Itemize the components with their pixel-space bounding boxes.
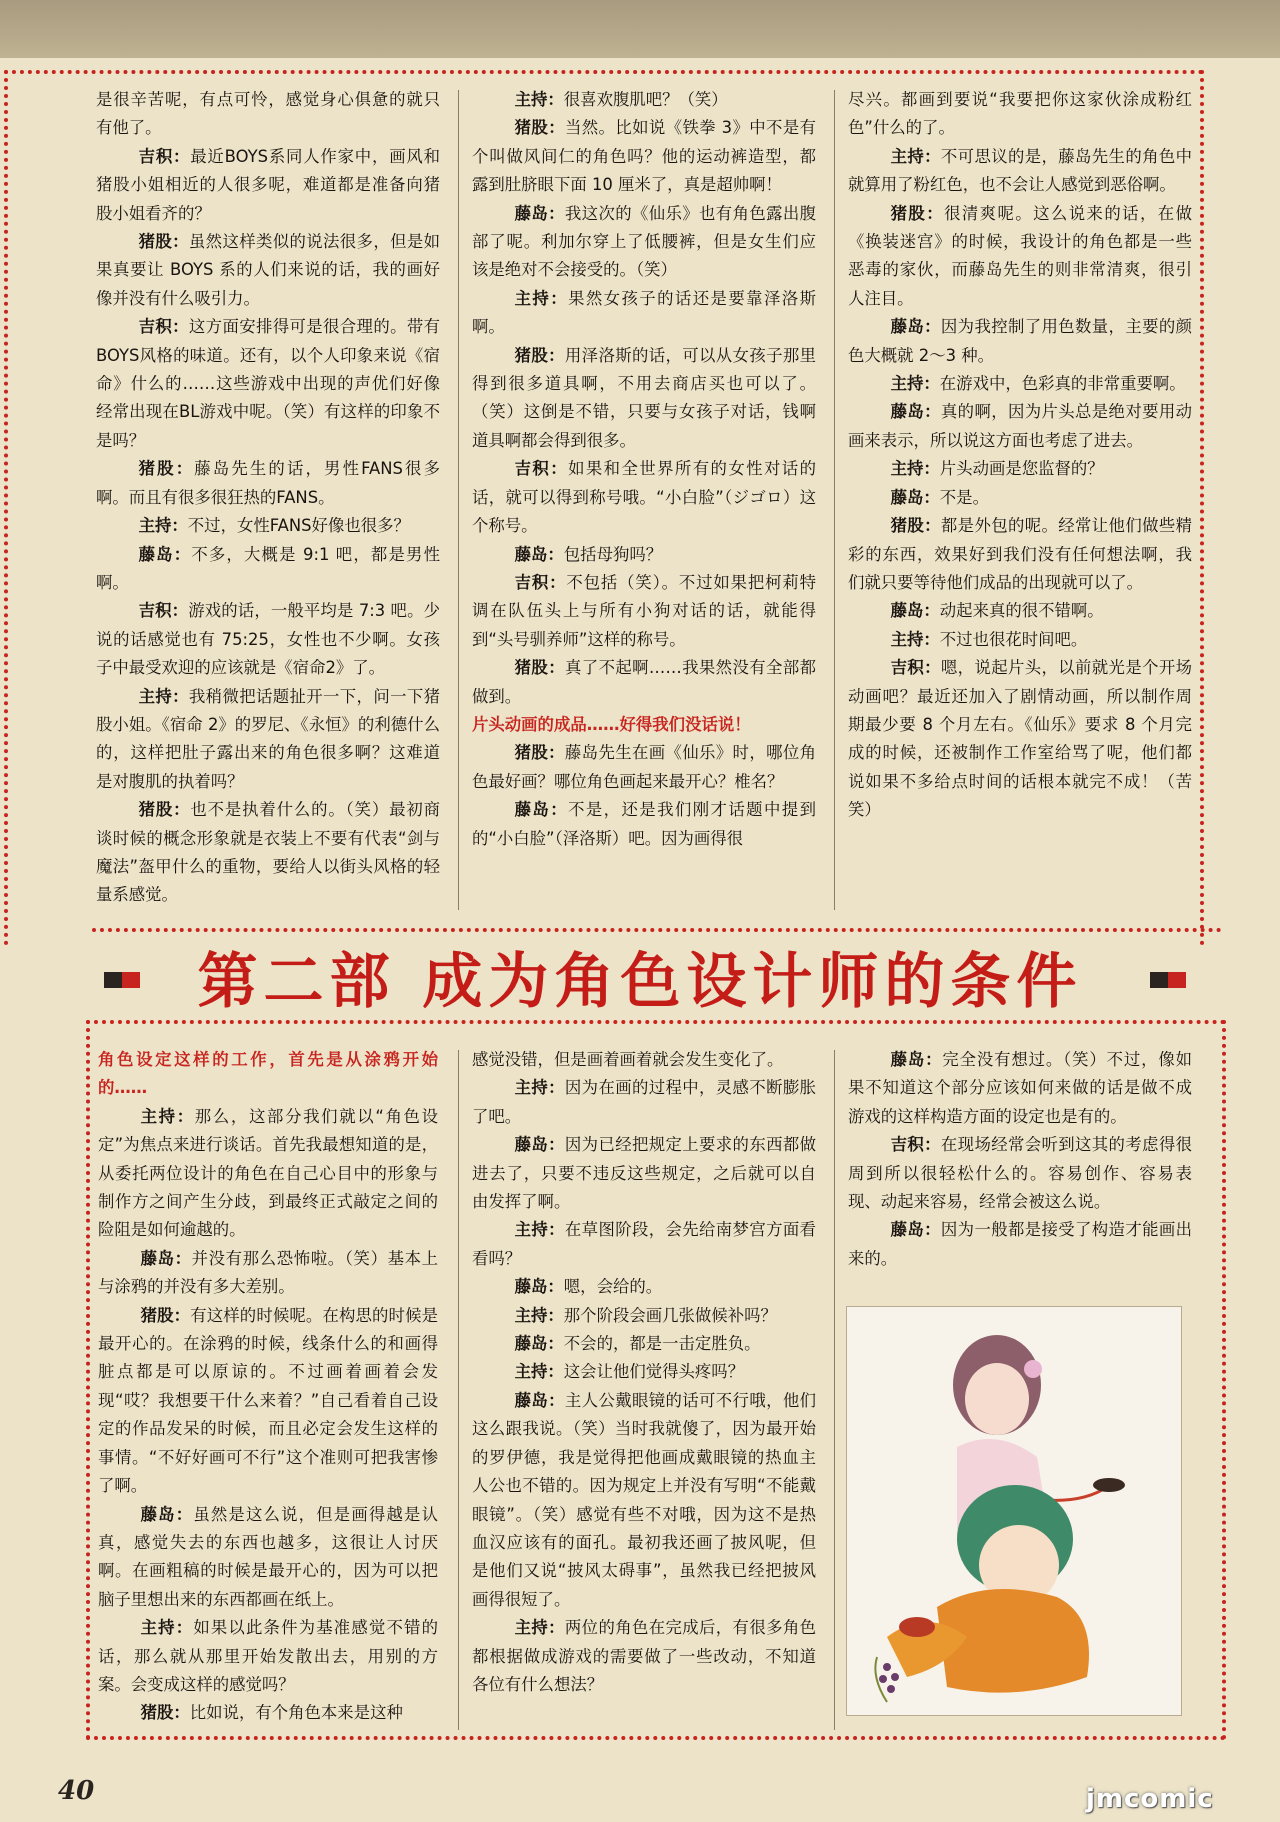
speaker-label: 主持： xyxy=(514,1362,564,1382)
dialogue-text: 果然女孩子的话还是要靠泽洛斯啊。 xyxy=(472,288,816,337)
dialogue-paragraph xyxy=(472,1358,816,1386)
speaker-label: 藤岛： xyxy=(140,1248,192,1268)
dialogue-paragraph xyxy=(98,1699,438,1727)
speaker-label: 主持： xyxy=(514,1618,565,1638)
speaker-label: 吉积： xyxy=(138,317,189,337)
dialogue-text: 这方面安排得可是很合理的。带有BOYS风格的味道。还有，以个人印象来说《宿命》什么的……这些游戏中出现的声优们好像经常出现在BL游戏中呢。（笑）有这样的印象不是吗？ xyxy=(96,317,440,450)
dialogue-text: 有这样的时候呢。在构思的时候是最开心的。在涂鸦的时候，线条什么的和画得脏点都是可以原谅的。不过画着画着会发现“哎？我想要干什么来着？”自己看着自己设定的作品发呆的时候，而且必定会发生这样的事情。“不好好画可不行”这个准则可把我害惨了啊。 xyxy=(98,1305,438,1496)
bottom-column-3 xyxy=(848,1046,1192,1296)
dialogue-paragraph xyxy=(98,1501,438,1615)
dialogue-text: 虽然这样类似的说法很多，但是如果真要让 BOYS 系的人们来说的话，我的画好像并没有什么吸引力。 xyxy=(96,232,440,308)
top-column-3 xyxy=(848,86,1192,916)
speaker-label: 藤岛： xyxy=(514,1390,565,1410)
dialogue-text: 用泽洛斯的话，可以从女孩子那里得到很多道具啊，不用去商店买也可以了。（笑）这倒是不错，只要与女孩子对话，钱啊道具啊都会得到很多。 xyxy=(472,345,816,450)
illustration-art xyxy=(847,1307,1182,1716)
dialogue-paragraph xyxy=(472,541,816,569)
dialogue-paragraph xyxy=(848,512,1192,597)
speaker-label: 猪股： xyxy=(514,658,565,678)
speaker-label: 藤岛： xyxy=(890,402,941,422)
column-separator xyxy=(834,1050,835,1730)
dialogue-text: 我这次的《仙乐》也有角色露出腹部了呢。利加尔穿上了低腰裤，但是女生们应该是绝对不会接受的。（笑） xyxy=(472,203,816,280)
dialogue-paragraph xyxy=(848,1131,1192,1216)
dialogue-paragraph xyxy=(848,86,1192,143)
dialogue-paragraph xyxy=(472,1387,816,1614)
dialogue-paragraph xyxy=(848,626,1192,654)
dialogue-text: 在现场经常会听到这其的考虑得很周到所以很轻松什么的。容易创作、容易表现、动起来容易，经常会被这么说。 xyxy=(848,1135,1192,1212)
speaker-label: 主持： xyxy=(514,1220,565,1240)
dialogue-text: 都是外包的呢。经常让他们做些精彩的东西，效果好到我们没有任何想法啊，我们就只要等待他们成品的出现就可以了。 xyxy=(848,516,1192,592)
dialogue-paragraph xyxy=(98,1302,438,1501)
dialogue-paragraph xyxy=(472,1074,816,1131)
dialogue-paragraph xyxy=(472,739,816,796)
dialogue-text: 片头动画是您监督的？ xyxy=(939,459,1104,479)
dialogue-text: 比如说，有个角色本来是这种 xyxy=(189,1703,403,1723)
dialogue-text: 并没有那么恐怖啦。（笑）基本上与涂鸦的并没有多大差别。 xyxy=(98,1248,438,1297)
dialogue-paragraph xyxy=(472,86,816,114)
top-column-1 xyxy=(96,86,440,916)
dialogue-text: 尽兴。都画到要说“我要把你这家伙涂成粉红色”什么的了。 xyxy=(848,90,1192,138)
dialogue-text: 真的啊，因为片头总是绝对要用动画来表示，所以说这方面也考虑了进去。 xyxy=(848,402,1192,450)
dialogue-paragraph xyxy=(96,143,440,228)
dialogue-paragraph xyxy=(472,1330,816,1358)
page-top-band xyxy=(0,0,1280,58)
page-number: 40 xyxy=(58,1776,95,1806)
dialogue-paragraph xyxy=(96,796,440,910)
speaker-label: 主持： xyxy=(890,146,941,166)
dialogue-text: 在游戏中，色彩真的非常重要啊。 xyxy=(939,374,1186,394)
dialogue-text: 包括母狗吗？ xyxy=(563,544,663,564)
speaker-label: 藤岛： xyxy=(138,544,192,564)
dialogue-text: 在草图阶段，会先给南梦宫方面看看吗？ xyxy=(472,1220,816,1268)
speaker-label: 藤岛： xyxy=(890,317,941,337)
dialogue-text: 不是，还是我们刚才话题中提到的“小白脸”（泽洛斯）吧。因为画得很 xyxy=(472,800,816,848)
dialogue-paragraph xyxy=(848,484,1192,512)
dialogue-paragraph xyxy=(96,683,440,797)
dialogue-text: 完全没有想过。（笑）不过，像如果不知道这个部分应该如何来做的话是做不成游戏的这样构造方面的设定也是有的。 xyxy=(848,1050,1192,1126)
dialogue-paragraph xyxy=(848,398,1192,455)
subheading-text: 片头动画的成品……好得我们没话说！ xyxy=(472,714,751,734)
column-separator xyxy=(458,1050,459,1730)
speaker-label: 藤岛： xyxy=(514,544,564,564)
dialogue-paragraph xyxy=(472,1302,816,1330)
dialogue-paragraph xyxy=(472,455,816,540)
speaker-label: 藤岛： xyxy=(140,1504,194,1524)
dialogue-text: 因为我控制了用色数量，主要的颜色大概就 2～3 种。 xyxy=(848,317,1192,365)
dialogue-paragraph xyxy=(96,455,440,512)
speaker-label: 主持： xyxy=(138,686,189,706)
dialogue-paragraph xyxy=(848,654,1192,824)
dialogue-paragraph xyxy=(472,114,816,199)
speaker-label: 藤岛： xyxy=(514,203,565,223)
dialogue-text: 不过也很花时间吧。 xyxy=(939,629,1088,649)
subheading-text: 角色设定这样的工作，首先是从涂鸦开始的…… xyxy=(98,1050,438,1098)
speaker-label: 猪股： xyxy=(514,743,565,763)
dialogue-paragraph xyxy=(96,512,440,540)
speaker-label: 主持： xyxy=(514,288,569,308)
dialogue-text: 两位的角色在完成后，有很多角色都根据做成游戏的需要做了一些改动，不知道各位有什么想法？ xyxy=(472,1618,816,1694)
speaker-label: 主持： xyxy=(138,516,188,536)
dialogue-paragraph xyxy=(472,200,816,285)
speaker-label: 猪股： xyxy=(514,118,565,138)
dialogue-text: 不会的，都是一击定胜负。 xyxy=(563,1334,761,1354)
dialogue-text: 嗯，会给的。 xyxy=(563,1277,663,1297)
dialogue-paragraph xyxy=(96,86,440,143)
speaker-label: 主持： xyxy=(140,1618,194,1638)
dialogue-paragraph xyxy=(96,228,440,313)
section-title: 第二部 成为角色设计师的条件 xyxy=(197,947,1083,1017)
dialogue-paragraph xyxy=(96,597,440,682)
speaker-label: 猪股： xyxy=(514,345,565,365)
speaker-label: 主持： xyxy=(890,374,940,394)
dialogue-paragraph xyxy=(472,1046,816,1074)
speaker-label: 猪股： xyxy=(890,516,941,536)
speaker-label: 猪股： xyxy=(140,1703,190,1723)
speaker-label: 吉积： xyxy=(514,459,569,479)
dialogue-text: 因为在画的过程中，灵感不断膨胀了吧。 xyxy=(472,1078,816,1126)
dialogue-text: 当然。比如说《铁拳 3》中不是有个叫做风间仁的角色吗？他的运动裤造型，都露到肚脐眼下面 10 厘米了，真是超帅啊！ xyxy=(472,118,816,195)
bottom-column-2 xyxy=(472,1046,816,1736)
speaker-label: 猪股： xyxy=(138,459,195,479)
dialogue-paragraph xyxy=(848,455,1192,483)
dialogue-text: 很清爽呢。这么说来的话，在做《换装迷宫》的时候，我设计的角色都是一些恶毒的家伙，而藤岛先生的则非常清爽，很引人注目。 xyxy=(848,203,1192,308)
speaker-label: 主持： xyxy=(890,459,940,479)
dialogue-text: 真了不起啊……我果然没有全部都做到。 xyxy=(472,658,816,706)
speaker-label: 藤岛： xyxy=(514,1135,565,1155)
dialogue-paragraph xyxy=(472,1131,816,1216)
dialogue-paragraph xyxy=(472,569,816,654)
dialogue-text: 最近BOYS系同人作家中，画风和猪股小姐相近的人很多呢，难道都是准备向猪股小姐看齐的？ xyxy=(96,146,440,223)
dialogue-paragraph xyxy=(98,1103,438,1245)
dialogue-paragraph xyxy=(96,313,440,455)
speaker-label: 主持： xyxy=(890,629,940,649)
dialogue-text: 藤岛先生在画《仙乐》时，哪位角色最好画？哪位角色画起来最开心？椎名？ xyxy=(472,743,816,791)
speaker-label: 吉积： xyxy=(890,658,941,678)
dialogue-text: 那个阶段会画几张做候补吗？ xyxy=(563,1305,777,1325)
dialogue-paragraph xyxy=(472,342,816,456)
dialogue-paragraph xyxy=(472,796,816,853)
dialogue-text: 嗯，说起片头，以前就光是个开场动画吧？最近还加入了剧情动画，所以制作周期最少要 8 个月左右。《仙乐》要求 8 个月完成的时候，还被制作工作室给骂了呢，他们都说如果不多给点时间的话根本就完不成！（苦笑） xyxy=(848,658,1192,820)
dialogue-text: 不过，女性FANS好像也很多？ xyxy=(187,516,410,536)
speaker-label: 藤岛： xyxy=(514,1277,564,1297)
dialogue-text: 不是。 xyxy=(939,487,989,507)
title-marker-right xyxy=(1150,972,1186,988)
dialogue-paragraph xyxy=(472,285,816,342)
dialogue-text: 如果以此条件为基准感觉不错的话，那么就从那里开始发散出去，用别的方案。会变成这样的感觉吗？ xyxy=(98,1618,438,1694)
dialogue-text: 主人公戴眼镜的话可不行哦，他们这么跟我说。（笑）当时我就傻了，因为最开始的罗伊德，我是觉得把他画成戴眼镜的热血主人公也不错的。因为规定上并没有写明“不能戴眼镜”。（笑）感觉有些不对哦，因为这不是热血汉应该有的面孔。最初我还画了披风呢，但是他们又说“披风太碍事”，虽然我已经把披风画得很短了。 xyxy=(472,1390,816,1609)
speaker-label: 猪股： xyxy=(890,203,945,223)
speaker-label: 藤岛： xyxy=(514,800,569,820)
speaker-label: 藤岛： xyxy=(890,1050,943,1069)
dialogue-text: 也不是执着什么的。（笑）最初商谈时候的概念形象就是衣装上不要有代表“剑与魔法”盔甲什么的重物，要给人以街头风格的轻量系感觉。 xyxy=(96,800,440,905)
speaker-label: 藤岛： xyxy=(890,487,940,507)
dialogue-paragraph xyxy=(848,200,1192,314)
dialogue-paragraph xyxy=(98,1614,438,1699)
dialogue-text: 是很辛苦呢，有点可怜，感觉身心俱惫的就只有他了。 xyxy=(96,90,440,138)
speaker-label: 猪股： xyxy=(138,800,191,820)
dialogue-text: 感觉没错，但是画着画着就会发生变化了。 xyxy=(472,1050,784,1069)
dialogue-paragraph xyxy=(472,654,816,711)
dialogue-text: 这会让他们觉得头疼吗？ xyxy=(563,1362,745,1382)
speaker-label: 主持： xyxy=(514,90,564,109)
column-separator xyxy=(458,90,459,910)
column-separator xyxy=(834,90,835,910)
dialogue-text: 如果和全世界所有的女性对话的话，就可以得到称号哦。“小白脸”（ジゴロ）这个称号。 xyxy=(472,459,816,536)
subheading xyxy=(472,711,816,739)
speaker-label: 藤岛： xyxy=(514,1334,564,1354)
dialogue-paragraph xyxy=(96,541,440,598)
character-illustration xyxy=(846,1306,1182,1716)
dialogue-paragraph xyxy=(472,1614,816,1699)
speaker-label: 猪股： xyxy=(140,1305,191,1325)
dialogue-paragraph xyxy=(848,313,1192,370)
speaker-label: 主持： xyxy=(140,1106,195,1126)
dialogue-paragraph xyxy=(472,1216,816,1273)
dialogue-text: 不可思议的是，藤岛先生的角色中就算用了粉红色，也不会让人感觉到恶俗啊。 xyxy=(848,146,1192,195)
speaker-label: 吉积： xyxy=(138,146,191,166)
speaker-label: 猪股： xyxy=(138,232,189,252)
title-marker-left xyxy=(104,972,140,988)
watermark: jmcomic xyxy=(1086,1784,1214,1814)
speaker-label: 主持： xyxy=(514,1078,565,1098)
dialogue-paragraph xyxy=(848,1046,1192,1131)
dialogue-text: 虽然是这么说，但是画得越是认真，感觉失去的东西也越多，这很让人讨厌啊。在画粗稿的时候是最开心的，因为可以把脑子里想出来的东西都画在纸上。 xyxy=(98,1504,438,1609)
dialogue-paragraph xyxy=(848,597,1192,625)
dialogue-paragraph xyxy=(472,1273,816,1301)
speaker-label: 吉积： xyxy=(514,572,567,592)
dialogue-text: 那么，这部分我们就以“角色设定”为焦点来进行谈话。首先我最想知道的是，从委托两位设计的角色在自己心目中的形象与制作方之间产生分歧，到最终正式敲定之间的险阻是如何逾越的。 xyxy=(98,1106,438,1240)
speaker-label: 吉积： xyxy=(138,601,189,621)
speaker-label: 藤岛： xyxy=(890,1220,941,1240)
section-divider-top xyxy=(92,928,1222,932)
dialogue-paragraph xyxy=(98,1245,438,1302)
speaker-label: 主持： xyxy=(514,1305,564,1325)
dialogue-text: 因为已经把规定上要求的东西都做进去了，只要不违反这些规定，之后就可以自由发挥了啊。 xyxy=(472,1135,816,1212)
dialogue-paragraph xyxy=(848,1216,1192,1273)
dialogue-text: 很喜欢腹肌吧？（笑） xyxy=(563,90,728,109)
dialogue-text: 不包括（笑）。不过如果把柯莉特调在队伍头上与所有小狗对话的话，就能得到“头号驯养师”这样的称号。 xyxy=(472,572,816,649)
dialogue-text: 我稍微把话题扯开一下，问一下猪股小姐。《宿命 2》的罗尼、《永恒》的利德什么的，这样把肚子露出来的角色很多啊？这难道是对腹肌的执着吗？ xyxy=(96,686,440,791)
subheading xyxy=(98,1046,438,1103)
dialogue-text: 游戏的话，一般平均是 7:3 吧。少说的话感觉也有 75:25，女性也不少啊。女孩子中最受欢迎的应该就是《宿命2》了。 xyxy=(96,601,440,678)
dialogue-text: 动起来真的很不错啊。 xyxy=(939,601,1104,621)
dialogue-text: 因为一般都是接受了构造才能画出来的。 xyxy=(848,1220,1192,1268)
dialogue-paragraph xyxy=(848,143,1192,200)
dialogue-text: 不多，大概是 9:1 吧，都是男性啊。 xyxy=(96,544,440,592)
speaker-label: 藤岛： xyxy=(890,601,940,621)
bottom-column-1 xyxy=(98,1046,438,1736)
top-column-2 xyxy=(472,86,816,916)
dialogue-paragraph xyxy=(848,370,1192,398)
dialogue-text: 藤岛先生的话，男性FANS很多啊。而且有很多很狂热的FANS。 xyxy=(96,459,440,507)
speaker-label: 吉积： xyxy=(890,1135,941,1155)
